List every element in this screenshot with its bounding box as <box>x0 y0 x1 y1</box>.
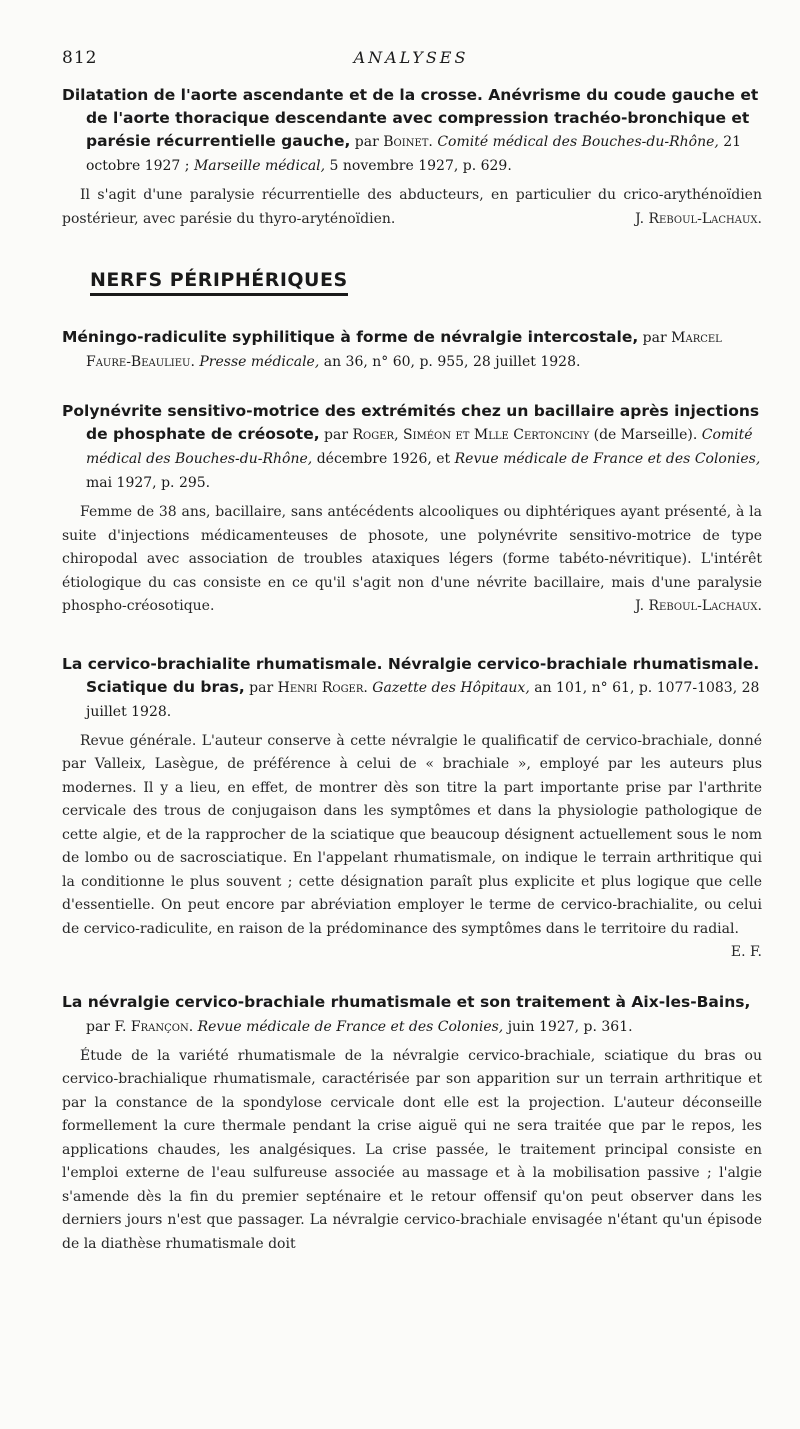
abstract-summary: Étude de la variété rhumatismale de la névralgie cervico-brachiale, sciatique du bras ou cervico-brachialique rhumatismale, caractérisée par son apparition sur un terrain arthritique et par la constance de la spondylose cervicale dont elle est la projection. L'auteur déconseille formellement la cure thermale pendant la crise aiguë qui ne sera traitée que par le repos, les applications chaudes, les analgésiques. La crise passée, le traitement principal consiste en l'emploi externe de l'eau sulfureuse associée au massage et à la mobilisation passive ; l'algie s'amende dès la fin du premier septénaire et le retour offensif qu'on peut observer dans les derniers jours n'est que passager. La névralgie cervico-brachiale envisagée n'étant qu'un épisode de la diathèse rhumatismale doit <box>62 1047 762 1252</box>
section-heading: NERFS PÉRIPHÉRIQUES <box>90 269 348 296</box>
article-title: Dilatation de l'aorte ascendante et de la crosse. Anévrisme du coude gauche et de l'aorte thoracique descendante avec compression trachéo-bronchique et parésie récurrentielle gauche, <box>62 86 759 150</box>
abstract-entry <box>62 400 762 619</box>
reviewer-signature: J. Reboul-Lachaux. <box>635 210 762 227</box>
page-content <box>62 84 762 1256</box>
journal-name: Marseille médical, <box>193 158 326 174</box>
journal-name: Revue médicale de France et des Colonies, <box>454 451 761 467</box>
article-title: Méningo-radiculite syphilitique à forme de névralgie intercostale, <box>62 328 639 346</box>
citation-details: juin 1927, p. 361. <box>503 1018 633 1035</box>
page-number: 812 <box>62 48 98 68</box>
page-header <box>62 48 760 74</box>
abstract-summary: Il s'agit d'une paralysie récurrentielle des abducteurs, en particulier du crico-arythénoïdien postérieur, avec parésie du thyro-aryténoïdien. J. Reboul-Lachaux. <box>62 184 762 231</box>
abstract-entry <box>62 326 762 374</box>
entry-heading: Polynévrite sensitivo-motrice des extrémités chez un bacillaire après injections de phosphate de créosote, par Roger, Siméon et Mlle Certonciny (de Marseille). Comité médical des Bouches-du-Rhône, décembre 1926, et Revue médicale de France et des Colonies, mai 1927, p. 295. <box>62 402 761 491</box>
article-author: Henri Roger. <box>277 679 368 696</box>
abstract-entry <box>62 653 762 965</box>
article-author: Marcel Faure-Beaulieu. <box>86 330 722 370</box>
abstract-summary: Femme de 38 ans, bacillaire, sans antécédents alcooliques ou diphtériques ayant présenté, à la suite d'injections médicamenteuses de phosote, une polynévrite sensitivo-motrice de type chiropodal avec association de troubles ataxiques légers (forme tabéto-névritique). L'intérêt étiologique du cas consiste en ce qu'il s'agit non d'une névrite bacillaire, mais d'une paralysie phospho-créosotique. J. Reboul-Lachaux. <box>62 501 762 619</box>
journal-name: Comité médical des Bouches-du-Rhône, <box>432 134 719 150</box>
journal-name: Revue médicale de France et des Colonies, <box>193 1018 504 1035</box>
reviewer-signature: J. Reboul-Lachaux. <box>635 598 762 614</box>
article-title: La névralgie cervico-brachiale rhumatismale et son traitement à Aix-les-Bains, <box>62 992 751 1011</box>
citation-details: décembre 1926, et <box>312 451 455 467</box>
entry-heading: La cervico-brachialite rhumatismale. Névralgie cervico-brachiale rhumatismale. Sciatique du bras, par Henri Roger. Gazette des Hôpitaux, an 101, n° 61, p. 1077-1083, 28 juillet 1928. <box>62 654 760 720</box>
citation-details: 21 octobre 1927 ; <box>86 134 742 174</box>
article-title: Polynévrite sensitivo-motrice des extrémités chez un bacillaire après injections de phosphate de créosote, <box>62 402 760 443</box>
journal-name: Comité médical des Bouches-du-Rhône, <box>86 427 753 467</box>
citation-details: mai 1927, p. 295. <box>86 475 211 491</box>
entry-heading: Méningo-radiculite syphilitique à forme de névralgie intercostale, par Marcel Faure-Beaulieu. Presse médicale, an 36, n° 60, p. 955, 28 juillet 1928. <box>62 328 722 370</box>
abstract-entry <box>62 84 762 231</box>
citation-details: 5 novembre 1927, p. 629. <box>325 158 512 174</box>
citation-details: an 36, n° 60, p. 955, 28 juillet 1928. <box>319 354 581 370</box>
running-head: ANALYSES <box>353 48 469 67</box>
citation-details: an 101, n° 61, p. 1077-1083, 28 juillet 1928. <box>86 679 760 720</box>
journal-name: Gazette des Hôpitaux, <box>367 679 530 696</box>
citation-details: (de Marseille). <box>589 427 702 443</box>
reviewer-signature: E. F. <box>730 944 762 960</box>
article-author: F. Françon. <box>114 1018 194 1035</box>
article-author: Boinet. <box>383 134 433 150</box>
journal-name: Presse médicale, <box>194 354 320 370</box>
article-title: La cervico-brachialite rhumatismale. Névralgie cervico-brachiale rhumatismale. Sciatique du bras, <box>62 654 760 696</box>
article-author: Roger, Siméon et Mlle Certonciny <box>352 427 590 443</box>
entry-heading: Dilatation de l'aorte ascendante et de la crosse. Anévrisme du coude gauche et de l'aorte thoracique descendante avec compression trachéo-bronchique et parésie récurrentielle gauche, par Boinet. Comité médical des Bouches-du-Rhône, 21 octobre 1927 ; Marseille médical, 5 novembre 1927, p. 629. <box>62 86 759 174</box>
abstract-summary: Revue générale. L'auteur conserve à cette névralgie le qualificatif de cervico-brachiale, donné par Valleix, Lasègue, de préférence à celui de « brachiale », employé par les auteurs plus modernes. Il y a lieu, en effet, de montrer dès son titre la part importante prise par l'arthrite cervicale des trous de conjugaison dans les symptômes et dans la physiologie pathologique de cette algie, et de la rapprocher de la sciatique que beaucoup désignent actuellement sous le nom de lombo ou de sacrosciatique. En l'appelant rhumatismale, on indique le terrain arthritique qui la conditionne le plus souvent ; cette désignation paraît plus explicite et plus logique que celle d'essentielle. On peut encore par abréviation employer le terme de cervico-brachialite, ou celui de cervico-radiculite, en raison de la prédominance des symptômes dans le territoire du radial. E. F. <box>62 730 762 942</box>
abstract-entry <box>62 991 762 1257</box>
entry-heading: La névralgie cervico-brachiale rhumatismale et son traitement à Aix-les-Bains, par F. Françon. Revue médicale de France et des Colonies, juin 1927, p. 361. <box>62 992 751 1035</box>
